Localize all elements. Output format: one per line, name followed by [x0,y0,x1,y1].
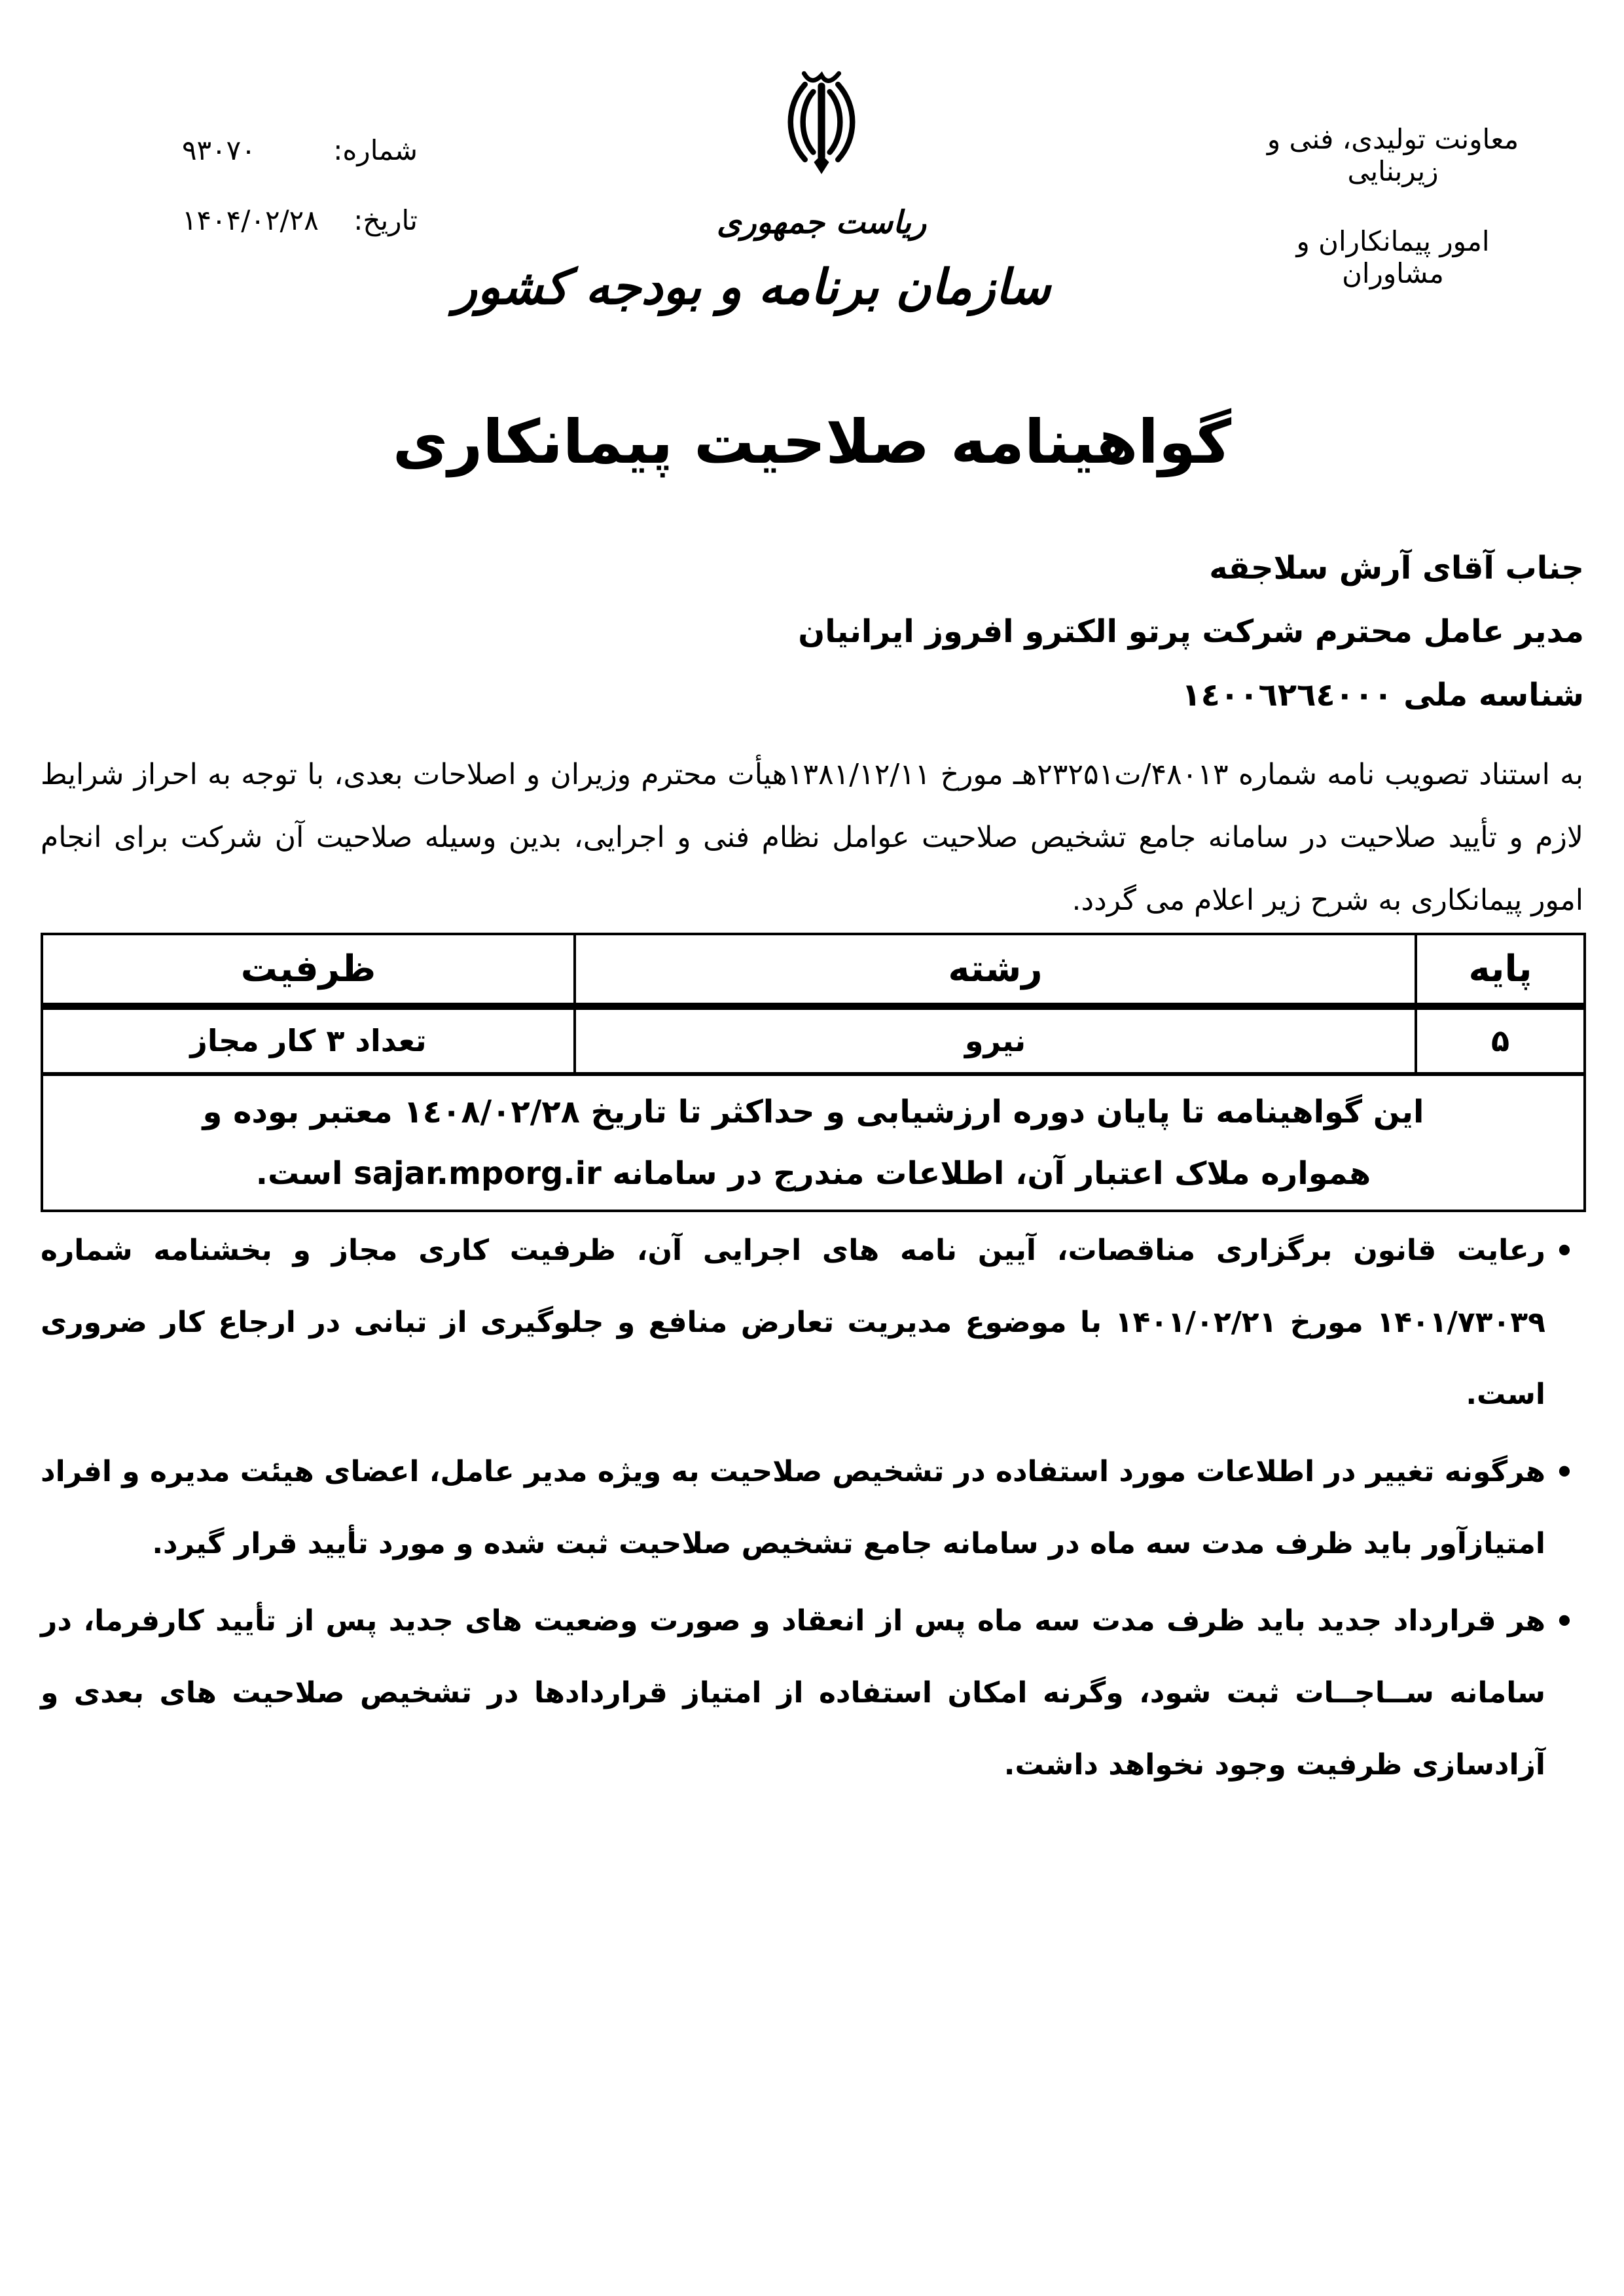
iran-emblem-icon [780,60,863,182]
note-text-2: هرگونه تغییر در اطلاعات مورد استفاده در تشخیص صلاحیت به ویژه مدیر عامل، اعضای هیئت مدیره و افراد امتیازآور باید ظرف مدت سه ماه در سامانه جامع تشخیص صلاحیت ثبت شده و مورد تأیید قرار گیرد. [41,1455,1545,1560]
validity-row [42,1074,1585,1211]
certificate-number-label: شماره: [333,134,418,166]
recipient-national-id: شناسه ملی ١٤٠٠٦٢٦٤٠٠٠ [1182,677,1584,713]
letterhead-department-block [1246,123,1540,289]
table-row [42,1006,1585,1074]
col-grade-header: پایه [1416,934,1585,1006]
recipient-position: مدیر عامل محترم شرکت پرتو الکترو افروز ایرانیان [798,613,1584,650]
intro-paragraph: به استناد تصویب نامه شماره ۴۸۰۱۳/ت۲۳۲۵۱هـ مورخ ۱۳۸۱/۱۲/۱۱هیأت محترم وزیران و اصلاحات بعدی، با توجه به احراز شرایط لازم و تأیید صلاحیت در سامانه جامع تشخیص صلاحیت عوامل نظام فنی و اجرایی، بدین وسیله صلاحیت آن شرکت برای انجام امور پیمانکاری به شرح زیر اعلام می گردد. [41,758,1584,917]
recipient-block [798,537,1584,727]
col-field-header: رشته [575,934,1416,1006]
list-item [41,1585,1583,1801]
note-text-1: رعایت قانون برگزاری مناقصات، آیین نامه های اجرایی آن، ظرفیت کاری مجاز و بخشنامه شماره ۱۴۰۱/۷۳۰۳۹ مورخ ۱۴۰۱/۰۲/۲۱ با موضوع مدیریت تعارض منافع و جلوگیری از تبانی در ارجاع کار ضروری است. [41,1234,1545,1411]
bullet-icon: • [1555,1604,1574,1639]
grade-value: ۵ [1416,1006,1585,1074]
validity-line-2: همواره ملاک اعتبار آن، اطلاعات مندرج در سامانه sajar.mporg.ir است. [255,1155,1371,1192]
validity-line-1: این گواهینامه تا پایان دوره ارزشیابی و حداکثر تا تاریخ ١٤٠٨/٠٢/٢٨ معتبر بوده و [202,1094,1424,1130]
list-item [41,1215,1583,1431]
certificate-date-value: ۱۴۰۴/۰۲/۲۸ [182,204,319,236]
certificate-date-label: تاریخ: [353,204,418,236]
presidency-calligraphy: ریاست جمهوری [716,204,927,241]
col-capacity-header: ظرفیت [42,934,575,1006]
qualification-table [41,933,1586,1212]
recipient-name: جناب آقای آرش سلاجقه [1209,550,1584,586]
bullet-icon: • [1555,1454,1574,1490]
letterhead-org-block [454,60,1051,315]
letterhead-number-date-block [182,134,418,274]
field-value: نیرو [575,1006,1416,1074]
deputy-line: معاونت تولیدی، فنی و زیربنایی [1267,123,1519,187]
capacity-value: تعداد ۳ کار مجاز [42,1006,575,1074]
list-item [41,1436,1583,1580]
certificate-date-row [182,204,418,236]
validity-cell [42,1074,1585,1211]
certificate-number-value: ۹۳۰۷۰ [182,134,256,166]
organization-name: سازمان برنامه و بودجه کشور [454,259,1051,315]
note-text-3: هر قرارداد جدید باید ظرف مدت سه ماه پس از انعقاد و صورت وضعیت های جدید پس از تأیید کارفرما، در سامانه ســاجــات ثبت شود، وگرنه امکان استفاده از امتیاز قراردادها در تشخیص صلاحیت های بعدی و آزادسازی ظرفیت وجود نخواهد داشت. [41,1604,1545,1782]
table-header-row [42,934,1585,1006]
bullet-icon: • [1555,1233,1574,1268]
notes-list [41,1215,1583,1806]
contractors-affairs-line: امور پیمانکاران و مشاوران [1296,225,1490,289]
certificate-number-row [182,134,418,166]
qualification-table-wrap [41,933,1586,1212]
certificate-title: گواهینامه صلاحیت پیمانکاری [392,407,1232,477]
